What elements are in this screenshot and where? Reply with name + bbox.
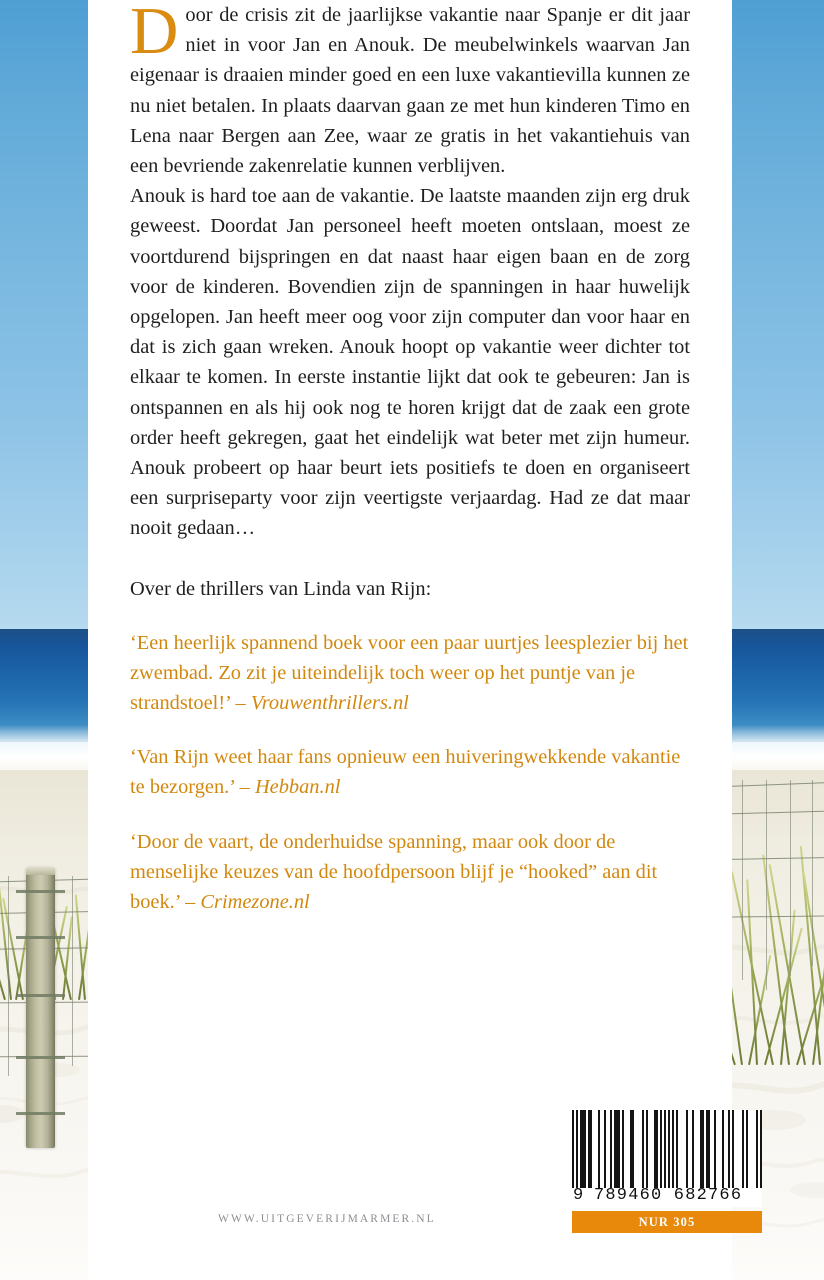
- fence-wire-vertical: [72, 876, 73, 1066]
- sea-region: [0, 629, 88, 755]
- blurb-content: [130, 0, 690, 917]
- fence-wire-vertical: [790, 780, 791, 976]
- barcode-bar: [692, 1110, 694, 1188]
- fence-wire-vertical: [742, 780, 743, 980]
- drop-cap: D: [130, 0, 179, 68]
- barcode-bar: [676, 1110, 678, 1188]
- review-source: Vrouwenthrillers.nl: [250, 692, 409, 715]
- blurb-paragraph-1-text: oor de crisis zit de jaarlijkse vakantie naar Spanje er dit jaar niet in voor Jan en Anouk. De meubelwinkels waarvan Jan eigenaar is draaien minder goed en een luxe vakantievilla kunnen ze nu niet betalen. In plaats daarvan gaan ze met hun kinderen Timo en Lena naar Bergen aan Zee, waar ze gratis in het vakantiehuis van een bevriende zakenrelatie kunnen verblijven.: [130, 4, 690, 178]
- blurb-paragraph-2: Anouk is hard toe aan de vakantie. De laatste maanden zijn erg druk geweest. Doordat Jan personeel heeft moeten ontslaan, moest ze voortdurend bijspringen en dat naast haar eigen baan en de zorg voor de kinderen. Bovendien zijn de spanningen in haar huwelijk opgelopen. Jan heeft meer oog voor zijn computer dan voor haar en dat is zich gaan wreken. Anouk hoopt op vakantie weer dichter tot elkaar te komen. In eerste instantie lijkt dat ook te gebeuren: Jan is ontspannen en als hij ook nog te horen krijgt dat de zaak een grote order heeft gekregen, gaat het eindelijk wat beter met zijn humeur. Anouk probeert op haar beurt iets positiefs te doen en organiseert een surpriseparty voor zijn veertigste verjaardag. Had ze dat maar nooit gedaan…: [130, 185, 690, 540]
- barcode-bar: [686, 1110, 688, 1188]
- barcode-bar: [580, 1110, 586, 1188]
- barcode-digits: [572, 1188, 762, 1207]
- review-source: Crimezone.nl: [200, 891, 310, 914]
- barcode-bar: [722, 1110, 724, 1188]
- sky-region: [732, 0, 824, 629]
- barcode-bar: [746, 1110, 748, 1188]
- barcode-bar: [646, 1110, 648, 1188]
- barcode-bar: [604, 1110, 606, 1188]
- barcode-bar: [660, 1110, 662, 1188]
- review-quote: [130, 628, 690, 719]
- barcode-bar: [622, 1110, 624, 1188]
- fence-post: [26, 868, 55, 1148]
- barcode-bar: [588, 1110, 592, 1188]
- reviews-intro: Over de thrillers van Linda van Rijn:: [130, 577, 432, 600]
- barcode-bar: [598, 1110, 600, 1188]
- barcode-lead-digit: 9: [573, 1186, 585, 1205]
- back-cover-text-panel: [88, 0, 743, 1280]
- beach-photo-strip-right: [732, 0, 824, 1280]
- barcode-bar: [614, 1110, 620, 1188]
- ean13-barcode: [572, 1110, 762, 1188]
- barcode-bar: [700, 1110, 704, 1188]
- publisher-website-url: WWW.UITGEVERIJMARMER.NL: [218, 1213, 436, 1225]
- barcode-bar: [732, 1110, 734, 1188]
- barcode-bar: [610, 1110, 612, 1188]
- barcode-bar: [728, 1110, 730, 1188]
- barcode-bar: [706, 1110, 710, 1188]
- review-quote-text: ‘Door de vaart, de onderhuidse spanning, maar ook door de menselijke keuzes van de hoofdpersoon blijf je “hooked” aan dit boek.’ –: [130, 830, 658, 914]
- sky-region: [0, 0, 88, 629]
- blurb-paragraph-1: [130, 0, 690, 181]
- barcode-bar: [714, 1110, 716, 1188]
- nur-code-bar: NUR 305: [572, 1211, 762, 1233]
- barcode-block: [572, 1110, 762, 1233]
- review-source: Hebban.nl: [254, 776, 341, 799]
- fence-wire-vertical: [8, 876, 9, 1076]
- barcode-bar: [654, 1110, 658, 1188]
- barcode-bar: [672, 1110, 674, 1188]
- review-quote-text: ‘Van Rijn weet haar fans opnieuw een huiveringwekkende vakantie te bezorgen.’ –: [130, 746, 681, 799]
- barcode-bar: [630, 1110, 634, 1188]
- fence-wire-vertical: [766, 780, 767, 990]
- barcode-bar: [642, 1110, 644, 1188]
- barcode-bar: [742, 1110, 744, 1188]
- review-quote: [130, 742, 690, 802]
- review-quote-text: ‘Een heerlijk spannend boek voor een paar uurtjes leesplezier bij het zwembad. Zo zit je uiteindelijk toch weer op het puntje van je strandstoel!’ –: [130, 631, 689, 715]
- barcode-main-digits: 789460 682766: [594, 1186, 743, 1205]
- review-quote: [130, 827, 690, 918]
- fence-wire-vertical: [812, 780, 813, 966]
- beach-photo-strip-left: [0, 0, 88, 1280]
